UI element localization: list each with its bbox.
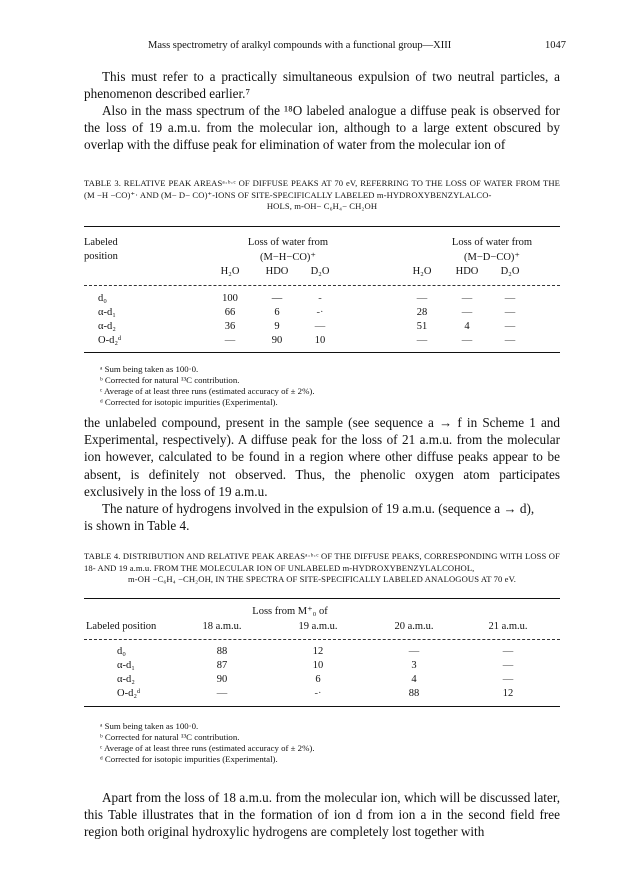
running-title: Mass spectrometry of aralkyl compounds with a functional group—XIII [148,40,452,51]
table3-header-rule [84,285,560,286]
table4-row-label: d₀ [117,646,126,657]
table3-top-rule [84,226,560,227]
table4-header-rule [84,639,560,640]
table3-cell: — [461,307,473,318]
table3-sub-h2o-1: H₂O [220,266,240,277]
table3-cell: 4 [464,321,470,332]
table4-bottom-rule [84,706,560,707]
paragraph-5: Apart from the loss of 18 a.m.u. from the molecular ion, which will be discussed later, this Table illustrates that in the formation of ion d from ion a in the second field free region both original hydroxylic hydrogens are completely lost together with [84,790,560,840]
table3-row-label: α-d₂ [98,321,116,332]
table3-sub-h2o-2: H₂O [412,266,432,277]
table3-cell: -· [316,307,324,318]
table3-footnote: ᵈ Corrected for isotopic impurities (Experimental). [100,397,278,407]
table3-cell: 28 [416,307,428,318]
table3-cell: - [318,293,322,304]
table3-group2: Loss of water from [451,237,533,248]
table3-group1: Loss of water from [247,237,329,248]
table4-cell: — [408,646,420,657]
table3-cell: 51 [416,321,428,332]
table3-cell: 90 [271,335,283,346]
table3-caption [84,178,560,213]
table4-footnote: ᵇ Corrected for natural ¹³C contribution. [100,732,240,742]
table3-cell: — [416,335,428,346]
table3-cell: 10 [314,335,326,346]
table3-col-label: Labeled [84,237,118,248]
table3-cell: — [504,321,516,332]
table3-footnote: ᶜ Average of at least three runs (estimated accuracy of ± 2%). [100,386,315,396]
table3-bottom-rule [84,352,560,353]
table3-caption-line2: HOLS, m-OH− C₆H₄− CH₂OH [266,201,378,212]
table3-sub-hdo-2: HDO [455,266,479,277]
table4-sub-21: 21 a.m.u. [488,621,528,632]
table3-row-label: d₀ [98,293,107,304]
table3-cell: — [504,335,516,346]
table4-sub-18: 18 a.m.u. [202,621,242,632]
table4-caption-line1: TABLE 4. DISTRIBUTION AND RELATIVE PEAK AREASᵃ·ᵇ·ᶜ OF THE DIFFUSE PEAKS, CORRESPONDING WITH LOSS OF 18- AND 19 a.m.u. FROM THE MOLECULAR ION OF UNLABELED m-HYDROXYBENZYLALCOHOL, [84,551,560,573]
table4-cell: — [502,646,514,657]
table3-group1b: (M−H−CO)⁺ [260,252,316,263]
table3-footnote: ᵃ Sum being taken as 100·0. [100,364,199,374]
page-number: 1047 [545,40,566,51]
table3-cell: — [224,335,236,346]
table3-col-label2: position [84,251,118,262]
table4-sub-19: 19 a.m.u. [298,621,338,632]
table3-sub-d2o-1: D₂O [310,266,330,277]
table3-cell: — [461,293,473,304]
table4-footnote: ᶜ Average of at least three runs (estimated accuracy of ± 2%). [100,743,315,753]
table4-cell: 90 [216,674,228,685]
paragraph-1: This must refer to a practically simultaneous expulsion of two neutral particles, a phenomenon described earlier.⁷ [84,69,560,102]
table3-cell: — [416,293,428,304]
table3-cell: 9 [274,321,280,332]
table4-cell: — [502,674,514,685]
table4-cell: — [502,660,514,671]
table3-cell: — [314,321,326,332]
paragraph-3: the unlabeled compound, present in the sample (see sequence a → f in Scheme 1 and Experimental, respectively). A diffuse peak for the loss of 21 a.m.u. from the molecular ion however, calculated to be found in a region where other diffuse peaks appear to be absent, is definitely not observed. Thus, the phenolic oxygen atom participates exclusively in the loss of 19 a.m.u. [84,415,560,499]
table3-cell: — [271,293,283,304]
table4-cell: 3 [411,660,417,671]
table3-row-label: α-d₁ [98,307,116,318]
table3-cell: 6 [274,307,280,318]
paragraph-4a: The nature of hydrogens involved in the expulsion of 19 a.m.u. (sequence a → d), [102,501,535,516]
table4-cell: — [216,688,228,699]
table4-cell: 12 [502,688,514,699]
table4-top-rule [84,598,560,599]
table4-row-label: α-d₂ [117,674,135,685]
table4-sub-20: 20 a.m.u. [394,621,434,632]
table3-caption-line1: TABLE 3. RELATIVE PEAK AREASᵃ·ᵇ·ᶜ OF DIFFUSE PEAKS AT 70 eV, REFERRING TO THE LOSS OF WATER FROM THE (M −H −CO)⁺· AND (M− D− CO)⁺-IONS OF SITE-SPECIFICALLY LABELED m-HYDROXYBENZYLALCO- [84,178,560,200]
paragraph-4b: is shown in Table 4. [84,518,190,533]
table4-group: Loss from M⁺₀ of [252,606,328,617]
table4-footnote: ᵃ Sum being taken as 100·0. [100,721,199,731]
table3-cell: — [461,335,473,346]
table4-footnotes [100,721,315,765]
table4-cell: 12 [312,646,324,657]
table3-cell: — [504,293,516,304]
table3-cell: — [504,307,516,318]
table4-cell: 6 [315,674,321,685]
table4-caption-line2: m-OH −C₆H₄ −CH₂OH, IN THE SPECTRA OF SITE-SPECIFICALLY LABELED ANALOGOUS AT 70 eV. [127,574,517,585]
table4-caption [84,551,560,586]
table4-cell: 88 [216,646,228,657]
table3-sub-d2o-2: D₂O [500,266,520,277]
table3-cell: 66 [224,307,236,318]
table4-footnote: ᵈ Corrected for isotopic impurities (Experimental). [100,754,278,764]
table4-cell: 88 [408,688,420,699]
table4-cell: 4 [411,674,417,685]
table3-cell: 100 [222,293,238,304]
table3-footnote: ᵇ Corrected for natural ¹³C contribution. [100,375,240,385]
table3-footnotes [100,364,315,408]
table4-cell: -· [314,688,322,699]
table3-group2b: (M−D−CO)⁺ [464,252,520,263]
table3-cell: 36 [224,321,236,332]
table3-sub-hdo-1: HDO [265,266,289,277]
table4-cell: 10 [312,660,324,671]
table4-row-label: α-d₁ [117,660,135,671]
table4-col-label: Labeled position [86,621,157,632]
paragraph-2: Also in the mass spectrum of the ¹⁸O labeled analogue a diffuse peak is observed for the loss of 19 a.m.u. from the molecular ion, although to a large extent obscured by overlap with the diffuse peak for elimination of water from the molecular ion of [84,103,560,153]
table4-row-label: O-d₂ᵈ [117,688,141,699]
table4-cell: 87 [216,660,228,671]
table3-row-label: O-d₂ᵈ [98,335,122,346]
